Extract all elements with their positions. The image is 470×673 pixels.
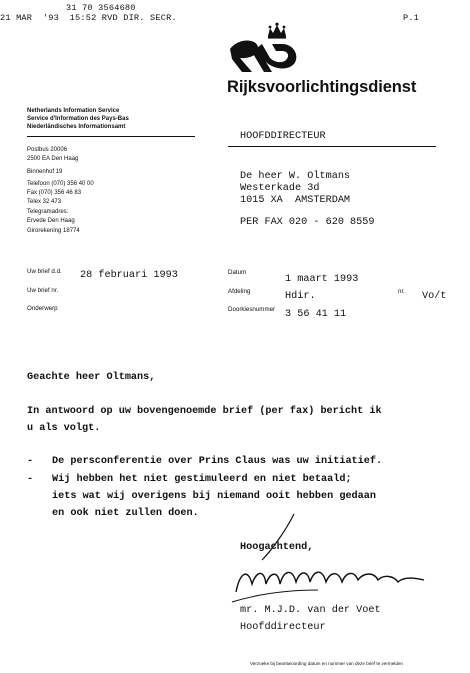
paragraph-line-1: In antwoord op uw bovengenoemde brief (per fax) bericht ik xyxy=(27,406,382,417)
doorkiesnummer-value: 3 56 41 11 xyxy=(285,309,347,320)
footer-note: Verzoeke bij beantwoording datum en nummer van deze brief te vermelden xyxy=(250,661,403,666)
bullet-2-line-2: iets wat wij overigens bij niemand ooit hebben gedaan xyxy=(52,491,377,502)
onderwerp-label: Onderwerp xyxy=(27,305,58,312)
paragraph-line-2: u als volgt. xyxy=(27,423,101,434)
contact-giro: Girorekening 18774 xyxy=(27,228,80,234)
signatory-title: Hoofddirecteur xyxy=(240,622,326,633)
contact-postbus: Postbus 20006 xyxy=(27,147,68,153)
service-name-de: Niederländisches Informationsamt xyxy=(27,124,126,130)
contact-fax: Fax (070) 356 46 83 xyxy=(27,190,82,196)
contact-phone: Telefoon (070) 356 40 00 xyxy=(27,181,94,187)
divider-left xyxy=(27,136,195,137)
afdeling-label: Afdeling xyxy=(228,288,251,295)
recipient-city: 1015 XA AMSTERDAM xyxy=(240,195,351,206)
datum-value: 1 maart 1993 xyxy=(285,274,359,285)
fax-date-line: 21 MAR '93 15:52 RVD DIR. SECR. xyxy=(0,13,177,23)
nr-value: Vo/t xyxy=(422,291,447,302)
bullet-1: De persconferentie over Prins Claus was uw initiatief. xyxy=(52,456,383,467)
uw-brief-nr-label: Uw brief nr. xyxy=(27,287,59,294)
handwritten-signature xyxy=(228,510,450,608)
recipient-name: De heer W. Oltmans xyxy=(240,171,351,182)
bullet-marker-1: - xyxy=(27,456,34,467)
uw-brief-dd-label: Uw brief d.d. xyxy=(27,268,62,275)
recipient-fax: PER FAX 020 - 620 8559 xyxy=(240,217,375,228)
doorkiesnummer-label: Doorkiesnummer xyxy=(228,306,276,313)
divider-right xyxy=(228,146,436,147)
bullet-marker-2: - xyxy=(27,474,34,485)
contact-postcode: 2500 EA Den Haag xyxy=(27,156,79,162)
contact-telex: Telex 32 473 xyxy=(27,199,62,205)
service-name-fr: Service d'Information des Pays-Bas xyxy=(27,116,129,122)
signatory-name: mr. M.J.D. van der Voet xyxy=(240,605,381,616)
department-title: HOOFDDIRECTEUR xyxy=(240,131,326,142)
organization-name: Rijksvoorlichtingsdienst xyxy=(227,78,417,96)
bullet-2-line-3: en ook niet zullen doen. xyxy=(52,508,199,519)
uw-brief-dd-value: 28 februari 1993 xyxy=(80,270,178,281)
rvd-logo-icon xyxy=(228,22,298,78)
afdeling-value: Hdir. xyxy=(285,291,316,302)
fax-number-line: 31 70 3564680 xyxy=(66,3,136,13)
salutation: Geachte heer Oltmans, xyxy=(27,372,156,383)
service-name-en: Netherlands Information Service xyxy=(27,108,120,114)
contact-street: Binnenhof 19 xyxy=(27,169,63,175)
datum-label: Datum xyxy=(228,269,247,276)
fax-page-number: P.1 xyxy=(403,13,420,23)
bullet-2-line-1: Wij hebben het niet gestimuleerd en niet betaald; xyxy=(52,474,352,485)
nr-label: nr. xyxy=(398,288,405,295)
recipient-street: Westerkade 3d xyxy=(240,183,320,194)
closing-greeting: Hoogachtend, xyxy=(240,542,314,553)
contact-telegram-label: Telegramadres: xyxy=(27,209,69,215)
contact-telegram-address: Ervede Den Haag xyxy=(27,218,75,224)
